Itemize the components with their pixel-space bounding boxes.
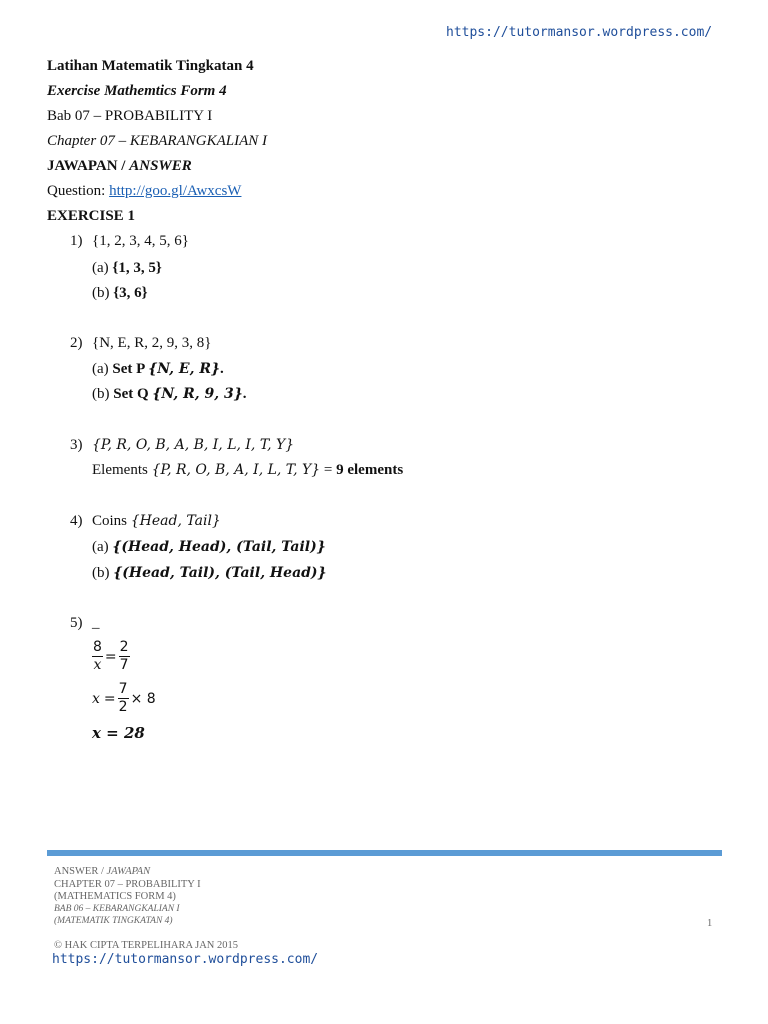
q2-a-set: Set P (112, 361, 149, 377)
q1-b-label: (b) (92, 285, 114, 301)
footer-chapter: CHAPTER 07 – PROBABILITY I (54, 879, 201, 890)
q1-b-answer: {3, 6} (113, 285, 148, 301)
q2-b-set: Set Q (113, 386, 153, 402)
q1-number: 1) (70, 233, 83, 249)
header-url-link[interactable]: https://tutormansor.wordpress.com/ (446, 25, 713, 40)
q4-b (92, 565, 327, 582)
footer-bab: BAB 06 – KEBARANGKALIAN I (54, 904, 180, 914)
exercise-heading: EXERCISE 1 (47, 208, 135, 224)
footer-tingkatan: (MATEMATIK TINGKATAN 4) (54, 916, 173, 926)
q5-r1-equals: = (104, 648, 117, 665)
q5-r1-numerator-2: 2 (119, 639, 129, 655)
q1-a (92, 260, 162, 277)
q4-a-label: (a) (92, 539, 113, 555)
q2-a (92, 361, 224, 378)
q5-r1-denominator-2: 7 (119, 657, 129, 673)
q3-count: 9 elements (336, 462, 404, 478)
footer-jawapan-label: JAWAPAN (106, 866, 151, 877)
q1-text: {1, 2, 3, 4, 5, 6} (92, 233, 189, 249)
q4-coins-label: Coins (92, 513, 131, 529)
page-number: 1 (707, 918, 713, 929)
q2-a-label: (a) (92, 361, 113, 377)
q2-number: 2) (70, 335, 83, 351)
q1-a-answer: {1, 3, 5} (112, 260, 162, 276)
q5-r2-numerator: 7 (118, 681, 128, 697)
q4-a-answer: {(Head, Head), (Tail, Tail)} (112, 539, 326, 555)
q5-r2-equals: = (103, 690, 116, 707)
q1-b (92, 285, 148, 302)
q5-equation-1 (92, 640, 130, 673)
q2-a-end: . (219, 361, 224, 377)
q1-line (70, 233, 189, 250)
q5-fraction-2-over-7 (119, 640, 130, 673)
footer-url-link[interactable]: https://tutormansor.wordpress.com/ (52, 952, 319, 967)
q5-line (70, 615, 100, 632)
q2-b-label: (b) (92, 386, 114, 402)
q4-b-label: (b) (92, 565, 114, 581)
q2-text: {N, E, R, 2, 9, 3, 8} (92, 335, 212, 351)
answer-label: ANSWER (129, 158, 192, 174)
q2-b-end: . (242, 386, 247, 402)
q4-number: 4) (70, 513, 83, 529)
q3-equals: = (320, 462, 337, 478)
question-link[interactable]: http://goo.gl/AwxcsW (109, 183, 242, 199)
q4-b-answer: {(Head, Tail), (Tail, Head)} (113, 565, 327, 581)
question-line (47, 183, 241, 200)
title-malay: Latihan Matematik Tingkatan 4 (47, 58, 254, 74)
footer-answer (54, 866, 150, 877)
answer-heading (47, 158, 192, 175)
q2-b-elements: {N, R, 9, 3} (152, 386, 243, 402)
q5-r2-denominator: 2 (118, 699, 128, 715)
chapter-line: Chapter 07 – KEBARANGKALIAN I (47, 133, 267, 149)
q3-elements-set: {P, R, O, B, A, I, L, T, Y} (151, 462, 321, 478)
bab-line: Bab 07 – PROBABILITY I (47, 108, 213, 124)
q3-elements (92, 462, 403, 479)
q3-number: 3) (70, 437, 83, 453)
q4-a (92, 539, 326, 556)
q5-blank: _ (92, 615, 100, 631)
q2-line (70, 335, 211, 352)
jawapan-label: JAWAPAN / (47, 158, 130, 174)
q5-result: x = 28 (92, 724, 145, 742)
q5-r2-times: × 8 (130, 690, 156, 707)
q5-number: 5) (70, 615, 83, 631)
q5-r2-x: x (92, 690, 100, 707)
q5-fraction-7-over-2 (118, 682, 129, 715)
footer-rule (47, 850, 722, 856)
q5-r1-numerator: 8 (93, 639, 102, 655)
q3-elements-label: Elements (92, 462, 152, 478)
q5-equation-2 (92, 682, 158, 715)
q5-fraction-8-over-x (92, 640, 103, 673)
q2-b (92, 386, 246, 403)
q1-a-label: (a) (92, 260, 113, 276)
q2-a-elements: {N, E, R} (148, 361, 220, 377)
footer-answer-label: ANSWER / (54, 866, 107, 877)
question-label: Question: (47, 183, 110, 199)
q3-text: {P, R, O, B, A, B, I, L, I, T, Y} (92, 437, 295, 453)
footer-copyright: © HAK CIPTA TERPELIHARA JAN 2015 (54, 940, 238, 951)
q3-line (70, 437, 294, 454)
title-english: Exercise Mathemtics Form 4 (47, 83, 227, 99)
footer-form: (MATHEMATICS FORM 4) (54, 891, 176, 902)
q4-coins: {Head, Tail} (130, 513, 221, 529)
q4-line (70, 513, 221, 530)
q5-r1-denominator: x (93, 657, 102, 673)
